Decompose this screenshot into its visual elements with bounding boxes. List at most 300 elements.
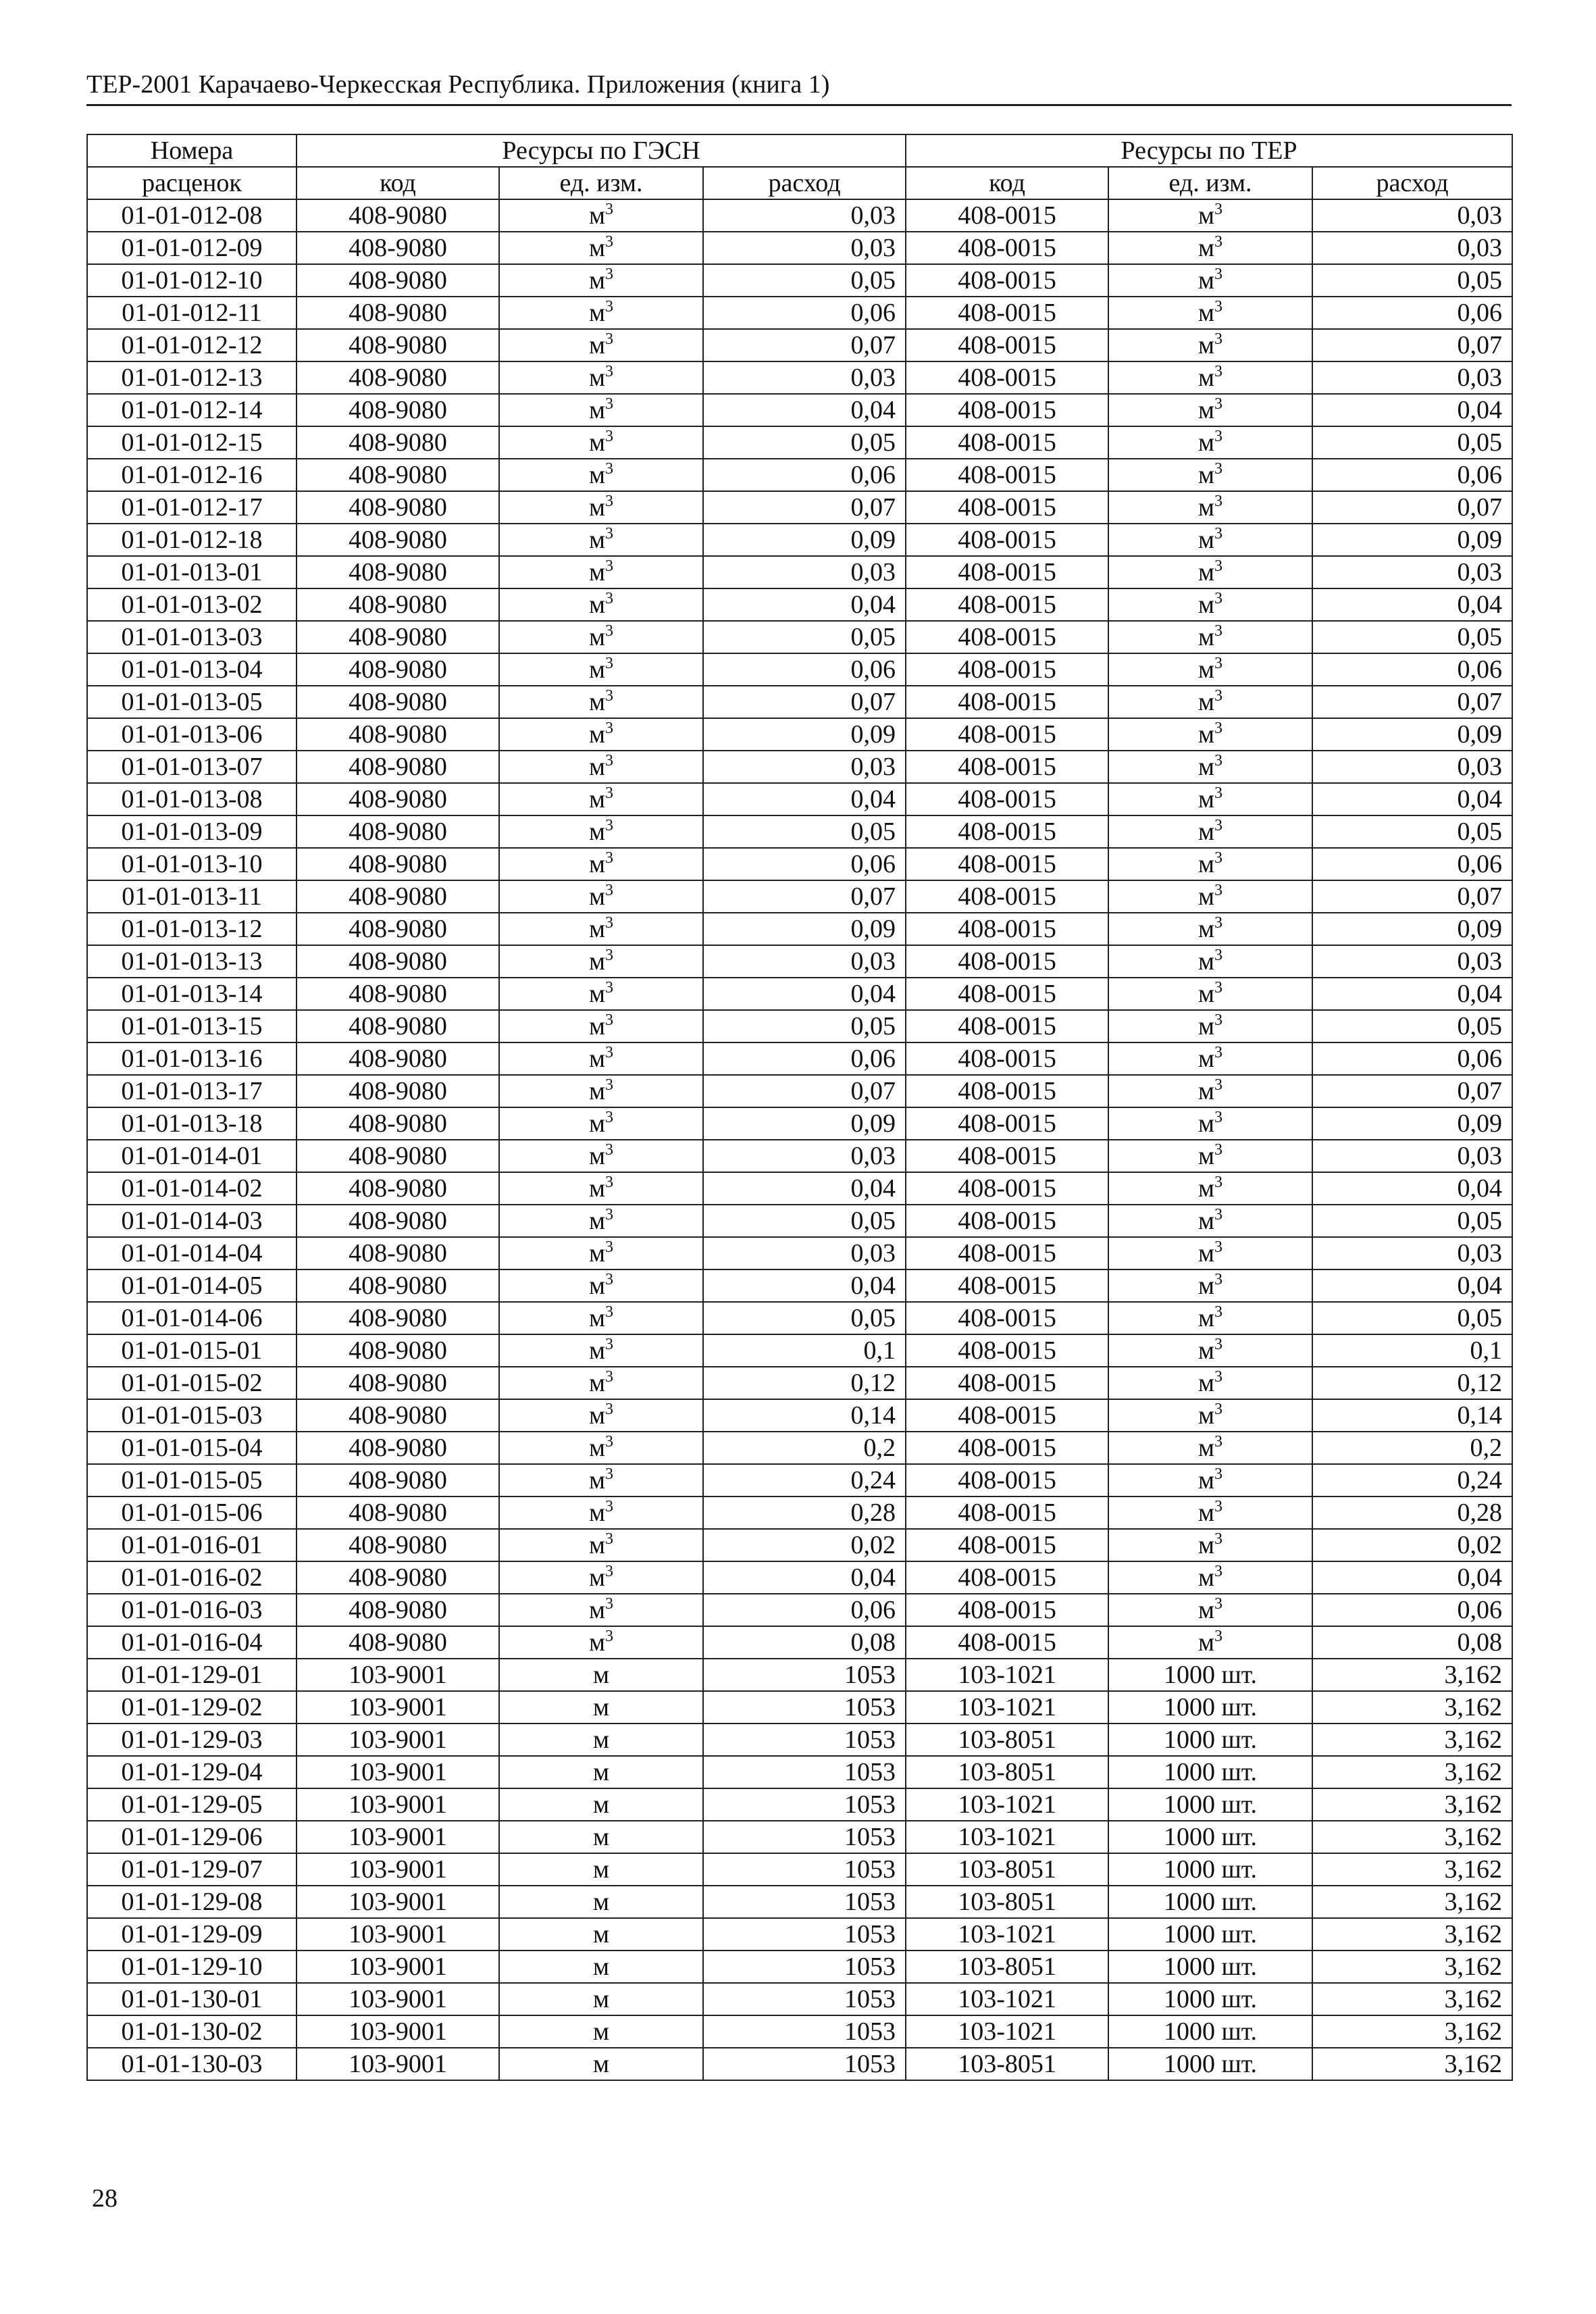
rate-number-cell: 01-01-014-05 [87, 1269, 297, 1302]
gesn-unit-cell: м [499, 1756, 703, 1788]
table-row [87, 394, 1512, 426]
gesn-code-cell: 408-9080 [297, 815, 499, 848]
table-row [87, 1334, 1512, 1367]
table-row [87, 1821, 1512, 1853]
gesn-unit-cell: $м^3$ [499, 1561, 703, 1594]
rate-number-cell: 01-01-012-08 [87, 199, 297, 232]
ter-code-cell: 408-0015 [906, 913, 1108, 945]
gesn-code-cell: 408-9080 [297, 361, 499, 394]
ter-unit-cell: $м^3$ [1108, 232, 1312, 264]
gesn-consumption-cell: 1053 [703, 1853, 906, 1886]
ter-consumption-cell: 0,03 [1312, 1237, 1512, 1269]
ter-code-cell: 408-0015 [906, 1529, 1108, 1561]
ter-consumption-cell: 0,03 [1312, 199, 1512, 232]
gesn-consumption-cell: 0,05 [703, 1205, 906, 1237]
gesn-code-cell: 408-9080 [297, 880, 499, 913]
gesn-code-cell: 408-9080 [297, 329, 499, 361]
gesn-consumption-cell: 0,05 [703, 815, 906, 848]
rates-header: Номера [87, 134, 297, 167]
gesn-unit-cell: $м^3$ [499, 1010, 703, 1042]
table-row [87, 1983, 1512, 2015]
ter-code-cell: 103-1021 [906, 1983, 1108, 2015]
gesn-consumption-cell: 1053 [703, 1886, 906, 1918]
ter-code-cell: 408-0015 [906, 945, 1108, 978]
ter-unit-cell: $м^3$ [1108, 815, 1312, 848]
gesn-consumption-cell: 1053 [703, 1659, 906, 1691]
ter-consumption-cell: 0,04 [1312, 1561, 1512, 1594]
gesn-code-cell: 103-9001 [297, 1821, 499, 1853]
ter-code-cell: 408-0015 [906, 1561, 1108, 1594]
gesn-unit-cell: $м^3$ [499, 1399, 703, 1432]
ter-unit-cell: $м^3$ [1108, 1334, 1312, 1367]
gesn-unit-header: ед. изм. [499, 167, 703, 199]
table-row [87, 1561, 1512, 1594]
gesn-unit-cell: м [499, 2048, 703, 2080]
ter-code-cell: 408-0015 [906, 1010, 1108, 1042]
gesn-code-cell: 408-9080 [297, 1302, 499, 1334]
gesn-consumption-cell: 0,06 [703, 1042, 906, 1075]
gesn-code-cell: 408-9080 [297, 556, 499, 588]
gesn-consumption-cell: 1053 [703, 1821, 906, 1853]
table-row [87, 588, 1512, 621]
table-row [87, 1302, 1512, 1334]
ter-consumption-cell: 0,05 [1312, 264, 1512, 297]
gesn-unit-cell: м [499, 1951, 703, 1983]
ter-unit-cell: $м^3$ [1108, 1561, 1312, 1594]
table-row [87, 880, 1512, 913]
gesn-consumption-cell: 0,04 [703, 1561, 906, 1594]
gesn-unit-cell: $м^3$ [499, 1075, 703, 1107]
table-row [87, 1724, 1512, 1756]
document-title: ТЕР-2001 Карачаево-Черкесская Республика. Приложения (книга 1) [86, 70, 830, 99]
table-row [87, 718, 1512, 751]
ter-consumption-cell: 0,03 [1312, 556, 1512, 588]
gesn-unit-cell: $м^3$ [499, 1496, 703, 1529]
ter-code-cell: 408-0015 [906, 361, 1108, 394]
gesn-consumption-cell: 0,1 [703, 1334, 906, 1367]
ter-code-header: код [906, 167, 1108, 199]
gesn-code-cell: 408-9080 [297, 621, 499, 653]
rate-number-cell: 01-01-012-15 [87, 426, 297, 459]
ter-code-cell: 408-0015 [906, 1237, 1108, 1269]
gesn-code-cell: 408-9080 [297, 751, 499, 783]
ter-unit-cell: $м^3$ [1108, 848, 1312, 880]
gesn-unit-cell: м [499, 1918, 703, 1951]
gesn-unit-cell: $м^3$ [499, 880, 703, 913]
gesn-consumption-cell: 1053 [703, 2048, 906, 2080]
rate-number-cell: 01-01-129-01 [87, 1659, 297, 1691]
gesn-code-cell: 103-9001 [297, 1788, 499, 1821]
gesn-code-cell: 103-9001 [297, 1918, 499, 1951]
rate-number-cell: 01-01-129-09 [87, 1918, 297, 1951]
ter-consumption-cell: 0,09 [1312, 1107, 1512, 1140]
gesn-code-cell: 408-9080 [297, 913, 499, 945]
table-row [87, 783, 1512, 815]
table-row [87, 978, 1512, 1010]
ter-unit-cell: $м^3$ [1108, 1172, 1312, 1205]
gesn-unit-cell: $м^3$ [499, 1334, 703, 1367]
ter-consumption-header: расход [1312, 167, 1512, 199]
table-row [87, 1529, 1512, 1561]
table-row [87, 1432, 1512, 1464]
gesn-consumption-cell: 1053 [703, 1691, 906, 1724]
gesn-unit-cell: $м^3$ [499, 1626, 703, 1659]
ter-unit-cell: $м^3$ [1108, 880, 1312, 913]
table-row [87, 653, 1512, 686]
gesn-code-cell: 408-9080 [297, 297, 499, 329]
gesn-code-cell: 408-9080 [297, 1205, 499, 1237]
table-row [87, 815, 1512, 848]
ter-consumption-cell: 0,04 [1312, 1269, 1512, 1302]
gesn-consumption-cell: 0,02 [703, 1529, 906, 1561]
ter-consumption-cell: 3,162 [1312, 1886, 1512, 1918]
gesn-consumption-cell: 1053 [703, 1788, 906, 1821]
gesn-code-cell: 408-9080 [297, 264, 499, 297]
table-sub-header-row [87, 167, 1512, 199]
gesn-code-cell: 103-9001 [297, 1853, 499, 1886]
ter-unit-cell: $м^3$ [1108, 945, 1312, 978]
rates-subheader: расценок [87, 167, 297, 199]
gesn-unit-cell: $м^3$ [499, 848, 703, 880]
gesn-code-cell: 408-9080 [297, 945, 499, 978]
gesn-unit-cell: $м^3$ [499, 1107, 703, 1140]
rate-number-cell: 01-01-129-07 [87, 1853, 297, 1886]
gesn-consumption-cell: 0,05 [703, 621, 906, 653]
gesn-unit-cell: $м^3$ [499, 653, 703, 686]
gesn-code-cell: 408-9080 [297, 1042, 499, 1075]
ter-code-cell: 408-0015 [906, 297, 1108, 329]
rate-number-cell: 01-01-013-12 [87, 913, 297, 945]
rate-number-cell: 01-01-016-01 [87, 1529, 297, 1561]
table-row [87, 1853, 1512, 1886]
table-row [87, 459, 1512, 491]
ter-code-cell: 408-0015 [906, 880, 1108, 913]
gesn-unit-cell: $м^3$ [499, 815, 703, 848]
gesn-unit-cell: $м^3$ [499, 751, 703, 783]
table-row [87, 264, 1512, 297]
ter-code-cell: 408-0015 [906, 588, 1108, 621]
ter-unit-cell: 1000 шт. [1108, 2015, 1312, 2048]
ter-code-cell: 408-0015 [906, 556, 1108, 588]
gesn-consumption-cell: 0,2 [703, 1432, 906, 1464]
gesn-code-cell: 103-9001 [297, 1724, 499, 1756]
ter-code-cell: 408-0015 [906, 1205, 1108, 1237]
rate-number-cell: 01-01-012-14 [87, 394, 297, 426]
gesn-unit-cell: $м^3$ [499, 556, 703, 588]
ter-code-cell: 103-1021 [906, 1788, 1108, 1821]
rate-number-cell: 01-01-130-02 [87, 2015, 297, 2048]
gesn-code-cell: 408-9080 [297, 1594, 499, 1626]
ter-code-cell: 103-1021 [906, 2015, 1108, 2048]
rate-number-cell: 01-01-129-04 [87, 1756, 297, 1788]
gesn-consumption-cell: 0,28 [703, 1496, 906, 1529]
rate-number-cell: 01-01-014-01 [87, 1140, 297, 1172]
ter-consumption-cell: 0,09 [1312, 524, 1512, 556]
gesn-code-cell: 408-9080 [297, 459, 499, 491]
gesn-unit-cell: $м^3$ [499, 264, 703, 297]
gesn-consumption-cell: 0,09 [703, 1107, 906, 1140]
table-row [87, 1107, 1512, 1140]
rate-number-cell: 01-01-012-09 [87, 232, 297, 264]
rate-number-cell: 01-01-013-11 [87, 880, 297, 913]
gesn-code-cell: 103-9001 [297, 1659, 499, 1691]
ter-code-cell: 408-0015 [906, 1075, 1108, 1107]
gesn-unit-cell: $м^3$ [499, 491, 703, 524]
resources-table-container [86, 134, 1512, 2081]
gesn-consumption-cell: 0,05 [703, 264, 906, 297]
ter-unit-cell: $м^3$ [1108, 1302, 1312, 1334]
gesn-unit-cell: м [499, 1821, 703, 1853]
ter-code-cell: 408-0015 [906, 1496, 1108, 1529]
table-body [87, 199, 1512, 2080]
ter-code-cell: 103-8051 [906, 1886, 1108, 1918]
ter-consumption-cell: 3,162 [1312, 1691, 1512, 1724]
gesn-consumption-cell: 0,04 [703, 1269, 906, 1302]
rate-number-cell: 01-01-013-01 [87, 556, 297, 588]
gesn-code-cell: 408-9080 [297, 686, 499, 718]
gesn-unit-cell: $м^3$ [499, 199, 703, 232]
table-row [87, 524, 1512, 556]
table-row [87, 1140, 1512, 1172]
table-row [87, 751, 1512, 783]
gesn-consumption-cell: 0,03 [703, 199, 906, 232]
ter-code-cell: 408-0015 [906, 978, 1108, 1010]
ter-code-cell: 408-0015 [906, 329, 1108, 361]
ter-unit-cell: 1000 шт. [1108, 1983, 1312, 2015]
gesn-consumption-cell: 0,03 [703, 945, 906, 978]
table-row [87, 556, 1512, 588]
ter-unit-cell: $м^3$ [1108, 1529, 1312, 1561]
table-row [87, 1951, 1512, 1983]
rate-number-cell: 01-01-013-06 [87, 718, 297, 751]
gesn-unit-cell: $м^3$ [499, 329, 703, 361]
ter-unit-cell: 1000 шт. [1108, 1691, 1312, 1724]
ter-code-cell: 408-0015 [906, 1464, 1108, 1496]
table-row [87, 1042, 1512, 1075]
table-row [87, 1626, 1512, 1659]
gesn-code-cell: 408-9080 [297, 718, 499, 751]
ter-consumption-cell: 3,162 [1312, 1983, 1512, 2015]
gesn-code-cell: 408-9080 [297, 1432, 499, 1464]
gesn-consumption-cell: 0,04 [703, 783, 906, 815]
gesn-consumption-cell: 0,07 [703, 329, 906, 361]
ter-consumption-cell: 0,06 [1312, 1594, 1512, 1626]
ter-unit-cell: $м^3$ [1108, 621, 1312, 653]
ter-code-cell: 103-1021 [906, 1691, 1108, 1724]
ter-code-cell: 408-0015 [906, 653, 1108, 686]
ter-consumption-cell: 3,162 [1312, 1659, 1512, 1691]
rate-number-cell: 01-01-129-08 [87, 1886, 297, 1918]
ter-consumption-cell: 3,162 [1312, 1853, 1512, 1886]
ter-code-cell: 408-0015 [906, 264, 1108, 297]
gesn-consumption-cell: 0,06 [703, 1594, 906, 1626]
ter-unit-cell: $м^3$ [1108, 1107, 1312, 1140]
rate-number-cell: 01-01-015-02 [87, 1367, 297, 1399]
ter-code-cell: 408-0015 [906, 815, 1108, 848]
ter-consumption-cell: 0,06 [1312, 1042, 1512, 1075]
gesn-unit-cell: $м^3$ [499, 978, 703, 1010]
gesn-unit-cell: $м^3$ [499, 524, 703, 556]
gesn-code-cell: 408-9080 [297, 978, 499, 1010]
ter-consumption-cell: 0,03 [1312, 945, 1512, 978]
ter-code-cell: 408-0015 [906, 1367, 1108, 1399]
rate-number-cell: 01-01-012-13 [87, 361, 297, 394]
ter-consumption-cell: 0,28 [1312, 1496, 1512, 1529]
ter-code-cell: 408-0015 [906, 1172, 1108, 1205]
ter-unit-cell: 1000 шт. [1108, 1951, 1312, 1983]
ter-consumption-cell: 0,06 [1312, 297, 1512, 329]
gesn-code-cell: 408-9080 [297, 848, 499, 880]
table-row [87, 297, 1512, 329]
gesn-unit-cell: м [499, 1853, 703, 1886]
ter-unit-cell: $м^3$ [1108, 1010, 1312, 1042]
gesn-code-cell: 103-9001 [297, 1951, 499, 1983]
ter-code-cell: 103-8051 [906, 1756, 1108, 1788]
ter-unit-cell: $м^3$ [1108, 491, 1312, 524]
table-row [87, 1886, 1512, 1918]
ter-code-cell: 408-0015 [906, 232, 1108, 264]
gesn-unit-cell: $м^3$ [499, 718, 703, 751]
ter-consumption-cell: 0,09 [1312, 718, 1512, 751]
rate-number-cell: 01-01-013-10 [87, 848, 297, 880]
ter-unit-cell: $м^3$ [1108, 1367, 1312, 1399]
gesn-consumption-cell: 0,06 [703, 653, 906, 686]
gesn-code-cell: 408-9080 [297, 426, 499, 459]
gesn-code-cell: 408-9080 [297, 1075, 499, 1107]
gesn-consumption-cell: 1053 [703, 1756, 906, 1788]
gesn-unit-cell: $м^3$ [499, 1594, 703, 1626]
gesn-unit-cell: $м^3$ [499, 426, 703, 459]
rate-number-cell: 01-01-129-10 [87, 1951, 297, 1983]
rate-number-cell: 01-01-013-04 [87, 653, 297, 686]
table-row [87, 1172, 1512, 1205]
ter-code-cell: 408-0015 [906, 1594, 1108, 1626]
gesn-unit-cell: $м^3$ [499, 297, 703, 329]
gesn-unit-cell: $м^3$ [499, 1237, 703, 1269]
rate-number-cell: 01-01-129-03 [87, 1724, 297, 1756]
gesn-consumption-header: расход [703, 167, 906, 199]
ter-consumption-cell: 0,05 [1312, 1010, 1512, 1042]
ter-unit-cell: $м^3$ [1108, 1205, 1312, 1237]
ter-code-cell: 408-0015 [906, 1269, 1108, 1302]
ter-consumption-cell: 0,07 [1312, 880, 1512, 913]
gesn-consumption-cell: 0,05 [703, 1302, 906, 1334]
gesn-code-cell: 103-9001 [297, 1983, 499, 2015]
gesn-code-cell: 408-9080 [297, 1010, 499, 1042]
ter-consumption-cell: 3,162 [1312, 1918, 1512, 1951]
gesn-consumption-cell: 0,14 [703, 1399, 906, 1432]
ter-unit-cell: 1000 шт. [1108, 1918, 1312, 1951]
ter-consumption-cell: 0,03 [1312, 361, 1512, 394]
ter-consumption-cell: 0,05 [1312, 426, 1512, 459]
table-row [87, 361, 1512, 394]
rate-number-cell: 01-01-129-02 [87, 1691, 297, 1724]
ter-consumption-cell: 3,162 [1312, 1724, 1512, 1756]
rate-number-cell: 01-01-012-16 [87, 459, 297, 491]
rate-number-cell: 01-01-013-17 [87, 1075, 297, 1107]
ter-code-cell: 408-0015 [906, 524, 1108, 556]
ter-consumption-cell: 0,03 [1312, 232, 1512, 264]
ter-unit-cell: $м^3$ [1108, 297, 1312, 329]
ter-consumption-cell: 3,162 [1312, 1788, 1512, 1821]
gesn-code-cell: 408-9080 [297, 1626, 499, 1659]
gesn-code-cell: 408-9080 [297, 491, 499, 524]
table-row [87, 1399, 1512, 1432]
ter-consumption-cell: 3,162 [1312, 2015, 1512, 2048]
gesn-consumption-cell: 0,03 [703, 751, 906, 783]
ter-consumption-cell: 0,06 [1312, 459, 1512, 491]
gesn-code-cell: 408-9080 [297, 1334, 499, 1367]
gesn-unit-cell: $м^3$ [499, 588, 703, 621]
gesn-consumption-cell: 0,03 [703, 232, 906, 264]
rate-number-cell: 01-01-013-02 [87, 588, 297, 621]
ter-consumption-cell: 0,06 [1312, 848, 1512, 880]
gesn-unit-cell: м [499, 1983, 703, 2015]
table-row [87, 1691, 1512, 1724]
gesn-code-cell: 103-9001 [297, 2048, 499, 2080]
gesn-consumption-cell: 1053 [703, 1951, 906, 1983]
rate-number-cell: 01-01-015-05 [87, 1464, 297, 1496]
ter-unit-cell: $м^3$ [1108, 459, 1312, 491]
gesn-unit-cell: $м^3$ [499, 232, 703, 264]
table-row [87, 945, 1512, 978]
ter-consumption-cell: 0,24 [1312, 1464, 1512, 1496]
ter-consumption-cell: 0,07 [1312, 329, 1512, 361]
ter-unit-cell: $м^3$ [1108, 783, 1312, 815]
rate-number-cell: 01-01-013-15 [87, 1010, 297, 1042]
table-row [87, 1756, 1512, 1788]
gesn-consumption-cell: 1053 [703, 2015, 906, 2048]
ter-code-cell: 408-0015 [906, 491, 1108, 524]
ter-consumption-cell: 0,1 [1312, 1334, 1512, 1367]
rate-number-cell: 01-01-013-13 [87, 945, 297, 978]
gesn-consumption-cell: 0,04 [703, 1172, 906, 1205]
ter-consumption-cell: 0,02 [1312, 1529, 1512, 1561]
ter-code-cell: 408-0015 [906, 686, 1108, 718]
table-row [87, 1205, 1512, 1237]
rate-number-cell: 01-01-016-04 [87, 1626, 297, 1659]
ter-unit-cell: $м^3$ [1108, 1496, 1312, 1529]
gesn-unit-cell: м [499, 1788, 703, 1821]
ter-consumption-cell: 0,09 [1312, 913, 1512, 945]
gesn-code-cell: 408-9080 [297, 1529, 499, 1561]
ter-code-cell: 408-0015 [906, 426, 1108, 459]
ter-unit-cell: $м^3$ [1108, 329, 1312, 361]
rate-number-cell: 01-01-014-03 [87, 1205, 297, 1237]
gesn-code-cell: 103-9001 [297, 1756, 499, 1788]
ter-code-cell: 408-0015 [906, 751, 1108, 783]
gesn-consumption-cell: 0,09 [703, 524, 906, 556]
ter-unit-cell: $м^3$ [1108, 199, 1312, 232]
table-row [87, 913, 1512, 945]
ter-consumption-cell: 0,04 [1312, 978, 1512, 1010]
gesn-unit-cell: $м^3$ [499, 394, 703, 426]
ter-consumption-cell: 0,08 [1312, 1626, 1512, 1659]
gesn-unit-cell: $м^3$ [499, 1367, 703, 1399]
gesn-unit-cell: $м^3$ [499, 913, 703, 945]
gesn-unit-cell: $м^3$ [499, 1269, 703, 1302]
gesn-unit-cell: $м^3$ [499, 1464, 703, 1496]
ter-unit-cell: $м^3$ [1108, 556, 1312, 588]
rate-number-cell: 01-01-129-05 [87, 1788, 297, 1821]
ter-unit-cell: 1000 шт. [1108, 1724, 1312, 1756]
ter-code-cell: 103-1021 [906, 1918, 1108, 1951]
gesn-code-cell: 408-9080 [297, 1172, 499, 1205]
gesn-code-cell: 408-9080 [297, 1561, 499, 1594]
ter-code-cell: 408-0015 [906, 1334, 1108, 1367]
ter-code-cell: 103-8051 [906, 1951, 1108, 1983]
gesn-consumption-cell: 0,12 [703, 1367, 906, 1399]
